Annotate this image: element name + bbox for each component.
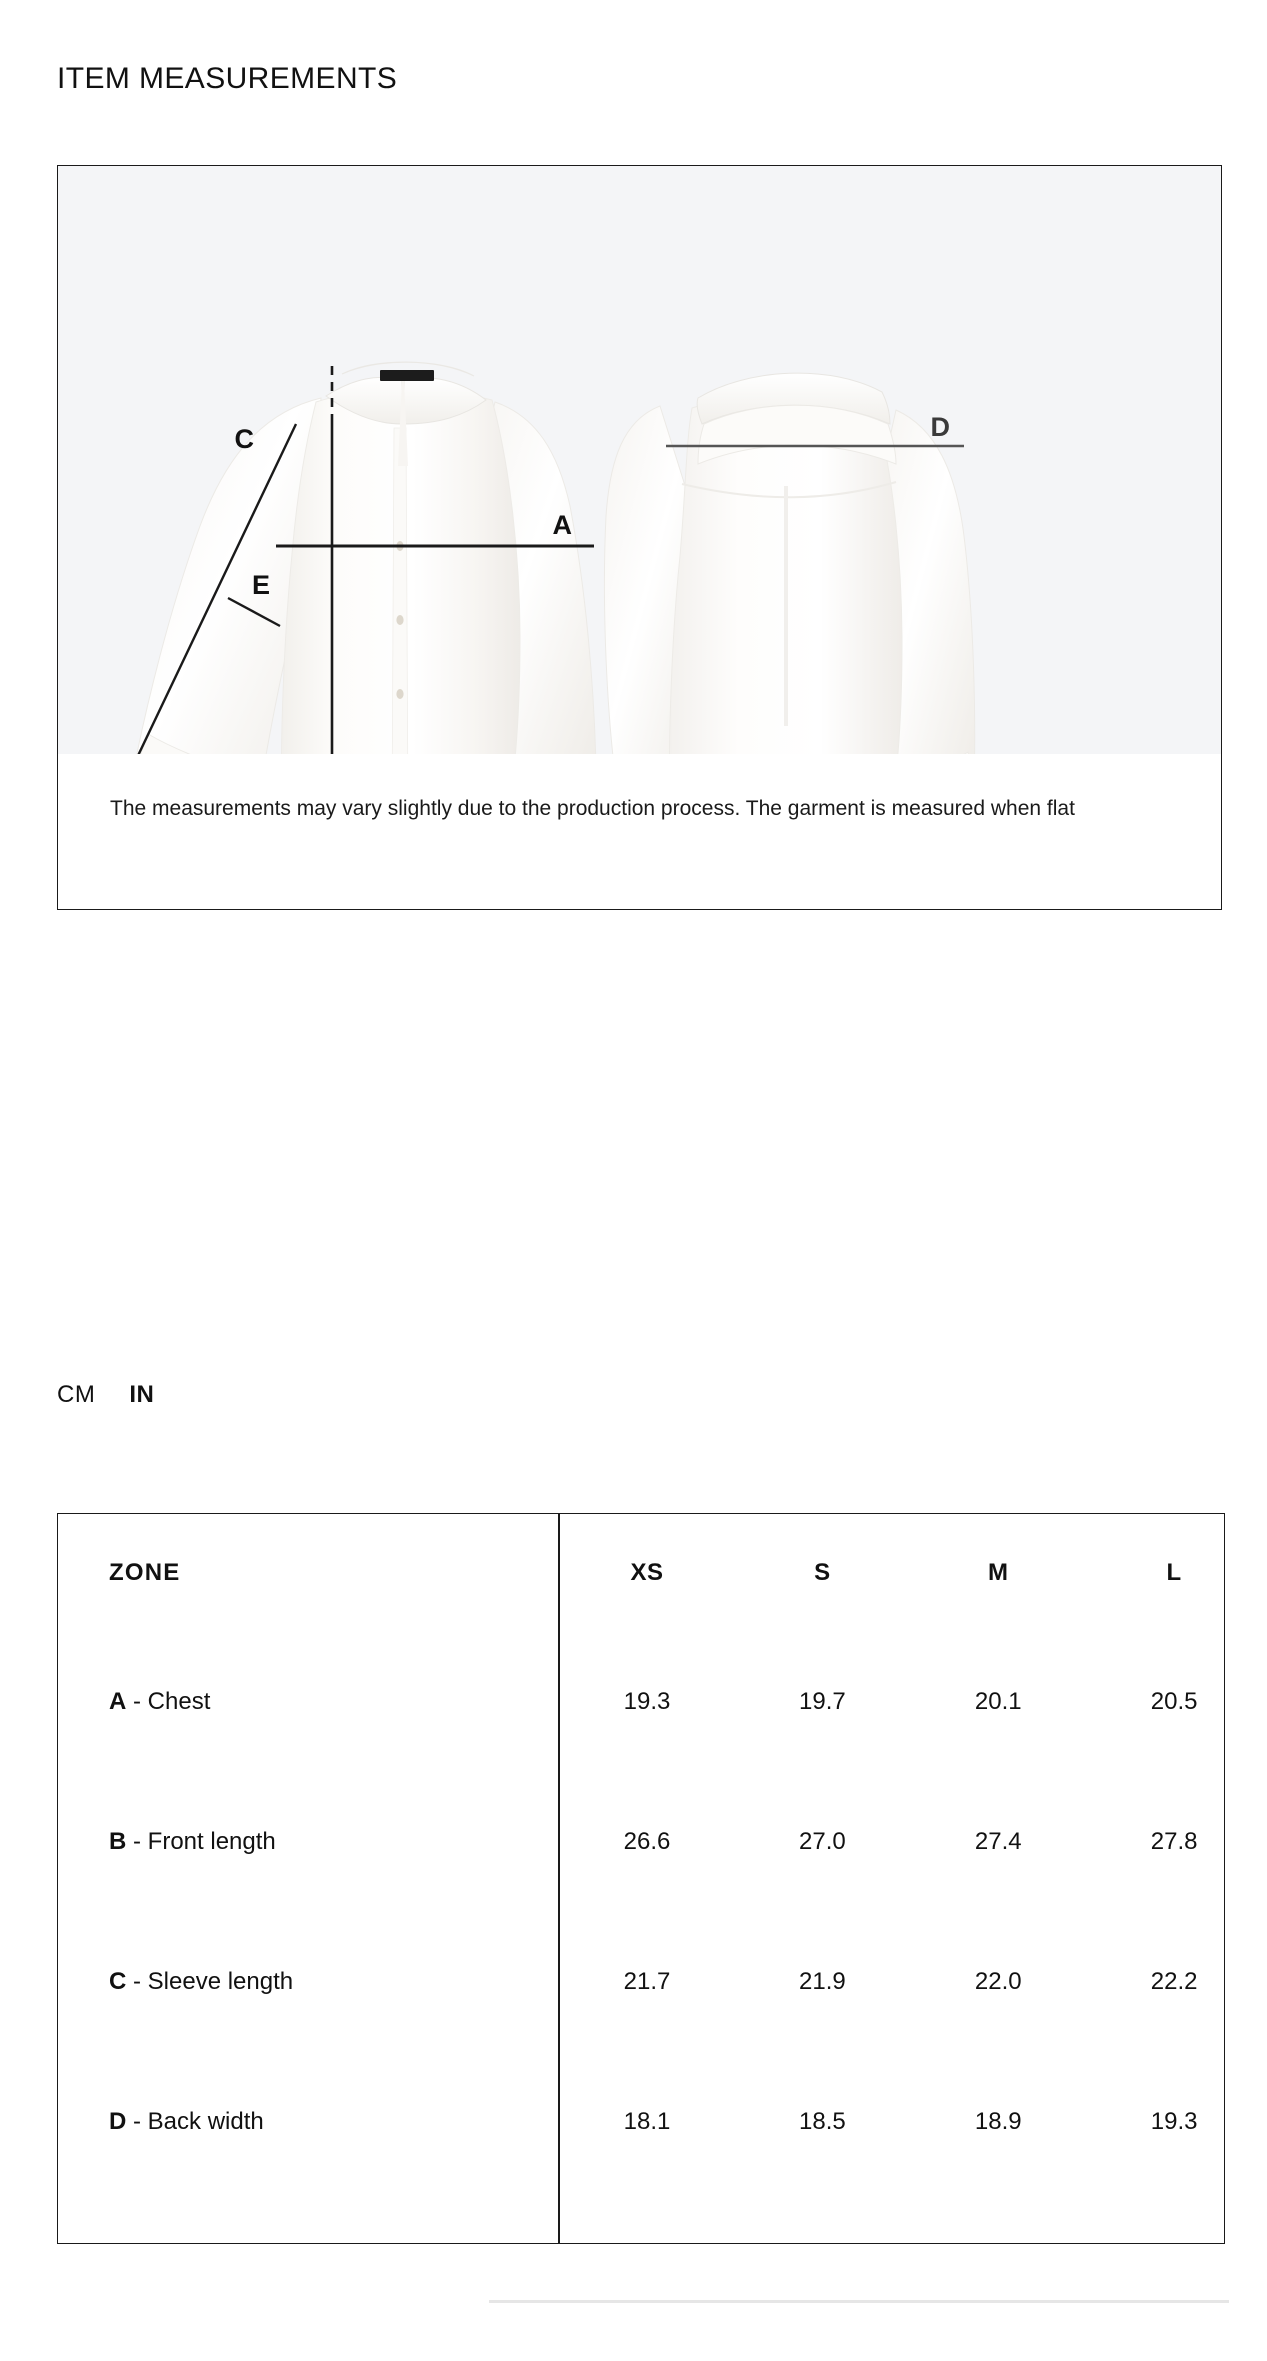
measurement-figure-card bbox=[57, 165, 1222, 910]
figure-note bbox=[58, 754, 1222, 910]
zone-cell bbox=[58, 1632, 559, 1772]
measurement-value: 21.9 bbox=[799, 1968, 846, 1995]
zone-letter: C bbox=[109, 1968, 127, 1995]
table-row bbox=[58, 1632, 1225, 1772]
svg-text:A: A bbox=[552, 510, 572, 540]
figure-note-text: The measurements may vary slightly due to the production process. The garment is measured when flat bbox=[110, 797, 1075, 820]
zone-letter: D bbox=[109, 2108, 127, 2135]
measurement-value: 19.3 bbox=[623, 1688, 671, 1715]
zone-name: - Front length bbox=[126, 1828, 276, 1855]
measurement-value: 26.6 bbox=[623, 1828, 671, 1855]
measurement-value: 27.8 bbox=[1150, 1828, 1198, 1855]
zone-letter: A bbox=[109, 1688, 127, 1715]
measurement-value bbox=[734, 2192, 910, 2244]
measurement-value: 21.7 bbox=[623, 1968, 671, 1995]
bottom-divider bbox=[489, 2300, 1229, 2303]
zone-name: - Sleeve length bbox=[126, 1968, 294, 1995]
measurement-value: 27.4 bbox=[974, 1828, 1022, 1855]
measurement-value: 18.9 bbox=[974, 2108, 1022, 2135]
zone-name: - Chest bbox=[126, 1688, 211, 1715]
measurement-value: 22.2 bbox=[1150, 1968, 1198, 1995]
zone-cell bbox=[58, 2052, 559, 2192]
measurement-value bbox=[1086, 2192, 1225, 2244]
table-row bbox=[58, 1772, 1225, 1912]
svg-text:C: C bbox=[234, 424, 254, 454]
measurement-value: 19.7 bbox=[799, 1688, 846, 1715]
column-header-l: L bbox=[1166, 1559, 1182, 1586]
measurement-value bbox=[559, 2192, 735, 2244]
zone-name: - Back width bbox=[126, 2108, 264, 2135]
table-row bbox=[58, 1912, 1225, 2052]
column-header-zone: ZONE bbox=[58, 1514, 559, 1632]
zone-cell bbox=[58, 2192, 559, 2244]
units-toggle[interactable] bbox=[57, 1383, 154, 1407]
garment-illustration-stage bbox=[58, 166, 1222, 754]
table-row bbox=[58, 2192, 1225, 2244]
column-header-s: S bbox=[814, 1559, 831, 1586]
measurement-value: 18.5 bbox=[799, 2108, 846, 2135]
zone-cell bbox=[58, 1772, 559, 1912]
column-header-m: M bbox=[988, 1559, 1009, 1586]
shirt-back-view bbox=[604, 373, 974, 754]
page-title: ITEM MEASUREMENTS bbox=[57, 62, 398, 95]
measurement-value: 18.1 bbox=[623, 2108, 671, 2135]
shirt-front-view bbox=[132, 362, 596, 754]
unit-option-cm[interactable]: CM bbox=[57, 1381, 96, 1408]
zone-cell bbox=[58, 1912, 559, 2052]
measurement-value: 19.3 bbox=[1150, 2108, 1198, 2135]
measurement-value: 20.1 bbox=[974, 1688, 1022, 1715]
table-header-row bbox=[58, 1514, 1225, 1632]
table-row bbox=[58, 2052, 1225, 2192]
size-table bbox=[58, 1514, 1225, 2244]
zone-letter: B bbox=[109, 1828, 127, 1855]
measurement-value: 22.0 bbox=[974, 1968, 1022, 1995]
svg-text:E: E bbox=[251, 570, 270, 600]
measurement-value bbox=[910, 2192, 1086, 2244]
size-table-container bbox=[57, 1513, 1225, 2244]
unit-option-in[interactable]: IN bbox=[129, 1381, 155, 1408]
measurement-value: 27.0 bbox=[799, 1828, 846, 1855]
svg-text:D: D bbox=[930, 412, 950, 442]
garment-diagram-svg bbox=[58, 166, 1222, 754]
measurement-value: 20.5 bbox=[1150, 1688, 1198, 1715]
column-header-xs: XS bbox=[630, 1559, 664, 1586]
